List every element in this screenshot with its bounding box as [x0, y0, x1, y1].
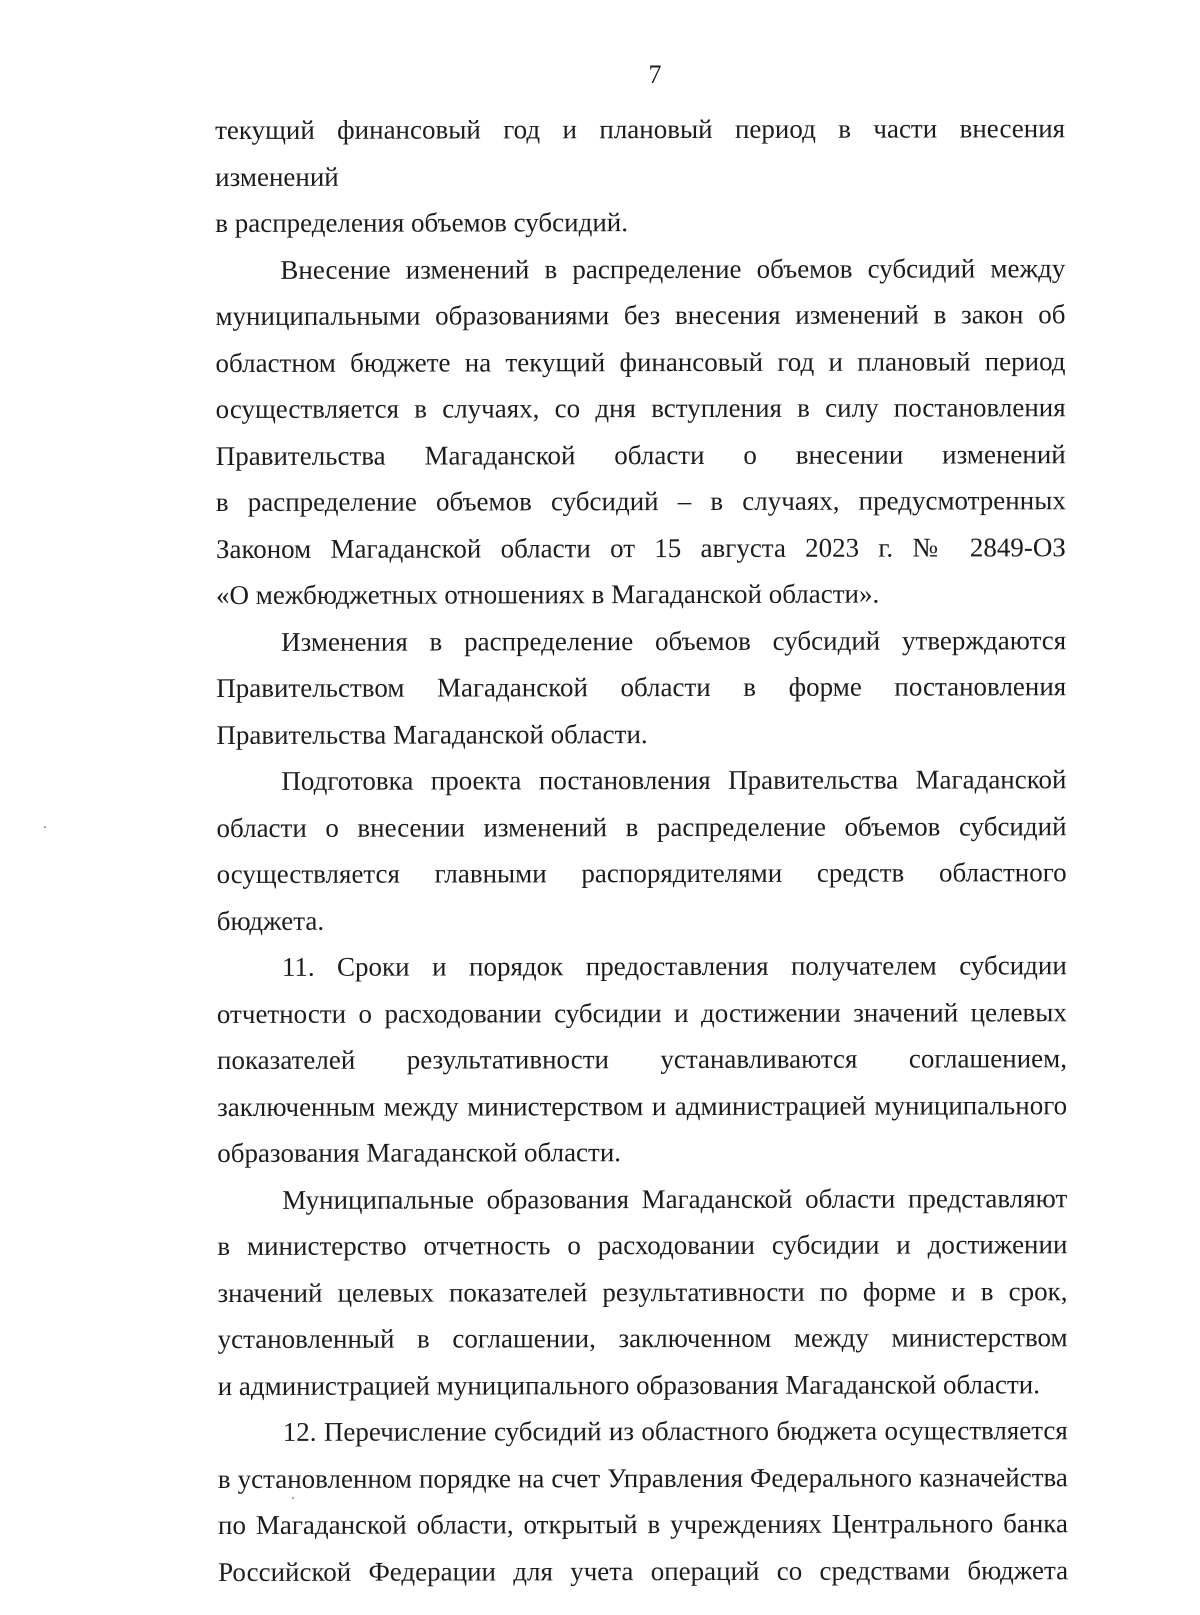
- document-body: [215, 105, 1068, 1595]
- text-line: в распределения объемов субсидий.: [215, 207, 628, 238]
- text-line: Правительством Магаданской области в форме постановления: [216, 671, 1067, 703]
- text-line: осуществляется в случаях, со дня вступления в силу постановления: [215, 392, 1066, 424]
- text-line: отчетности о расходовании субсидии и достижении значений целевых: [216, 996, 1067, 1029]
- paragraph: [216, 617, 1066, 758]
- text-line: «О межбюджетных отношениях в Магаданской области».: [215, 578, 880, 610]
- paragraph: [215, 245, 1066, 619]
- text-line: Внесение изменений в распределение объемов субсидий между: [280, 252, 1066, 285]
- page-number: 7: [648, 60, 662, 89]
- text-line: установленный в соглашении, заключенном между министерством: [217, 1322, 1068, 1354]
- text-line: показателей результативности устанавливаются соглашением,: [216, 1043, 1068, 1075]
- text-line: 12. Перечисление субсидий из областного бюджета осуществляется: [282, 1415, 1068, 1447]
- paragraph: [216, 756, 1066, 944]
- text-line: осуществляется главными распорядителями средств областного бюджета.: [216, 857, 1067, 936]
- text-line: Подготовка проекта постановления Правительства Магаданской: [281, 764, 1067, 796]
- paragraph: [218, 1407, 1068, 1595]
- paragraph: [215, 105, 1065, 246]
- text-line: по Магаданской области, открытый в учреждениях Центрального банка: [217, 1508, 1068, 1540]
- text-line: и администрацией муниципального образования Магаданской области.: [217, 1368, 1041, 1401]
- text-line: Правительства Магаданской области.: [216, 718, 648, 750]
- text-line: в министерство отчетность о расходовании субсидии и достижении: [217, 1229, 1068, 1261]
- text-line: области о внесении изменений в распределение объемов субсидий: [216, 810, 1067, 843]
- text-line: в установленном порядке на счет Управления Федерального казначейства: [217, 1461, 1068, 1494]
- text-line: текущий финансовый год и плановый период в части внесения изменений: [215, 113, 1066, 192]
- text-line: значений целевых показателей результативности по форме и в срок,: [217, 1275, 1068, 1308]
- text-line: Российской Федерации для учета операций со средствами бюджета: [218, 1554, 1069, 1587]
- text-line: 11. Сроки и порядок предоставления получателем субсидии: [281, 950, 1067, 982]
- text-line: областном бюджете на текущий финансовый год и плановый период: [215, 345, 1066, 378]
- text-line: Изменения в распределение объемов субсидий утверждаются: [281, 624, 1067, 657]
- paragraph: [217, 1175, 1067, 1409]
- scan-speck: [292, 1497, 294, 1499]
- text-line: образования Магаданской области.: [217, 1137, 622, 1168]
- text-line: Муниципальные образования Магаданской области представляют: [282, 1182, 1068, 1215]
- text-line: заключенным между министерством и администрацией муниципального: [217, 1089, 1068, 1122]
- scan-speck: [44, 826, 46, 828]
- text-line: в распределение объемов субсидий – в случаях, предусмотренных: [215, 485, 1066, 517]
- paragraph: [217, 942, 1067, 1176]
- text-line: муниципальными образованиями без внесения изменений в закон об: [215, 299, 1066, 331]
- text-line: Законом Магаданской области от 15 августа 2023 г. № 2849-ОЗ: [215, 531, 1066, 564]
- text-line: Правительства Магаданской области о внесении изменений: [215, 438, 1066, 471]
